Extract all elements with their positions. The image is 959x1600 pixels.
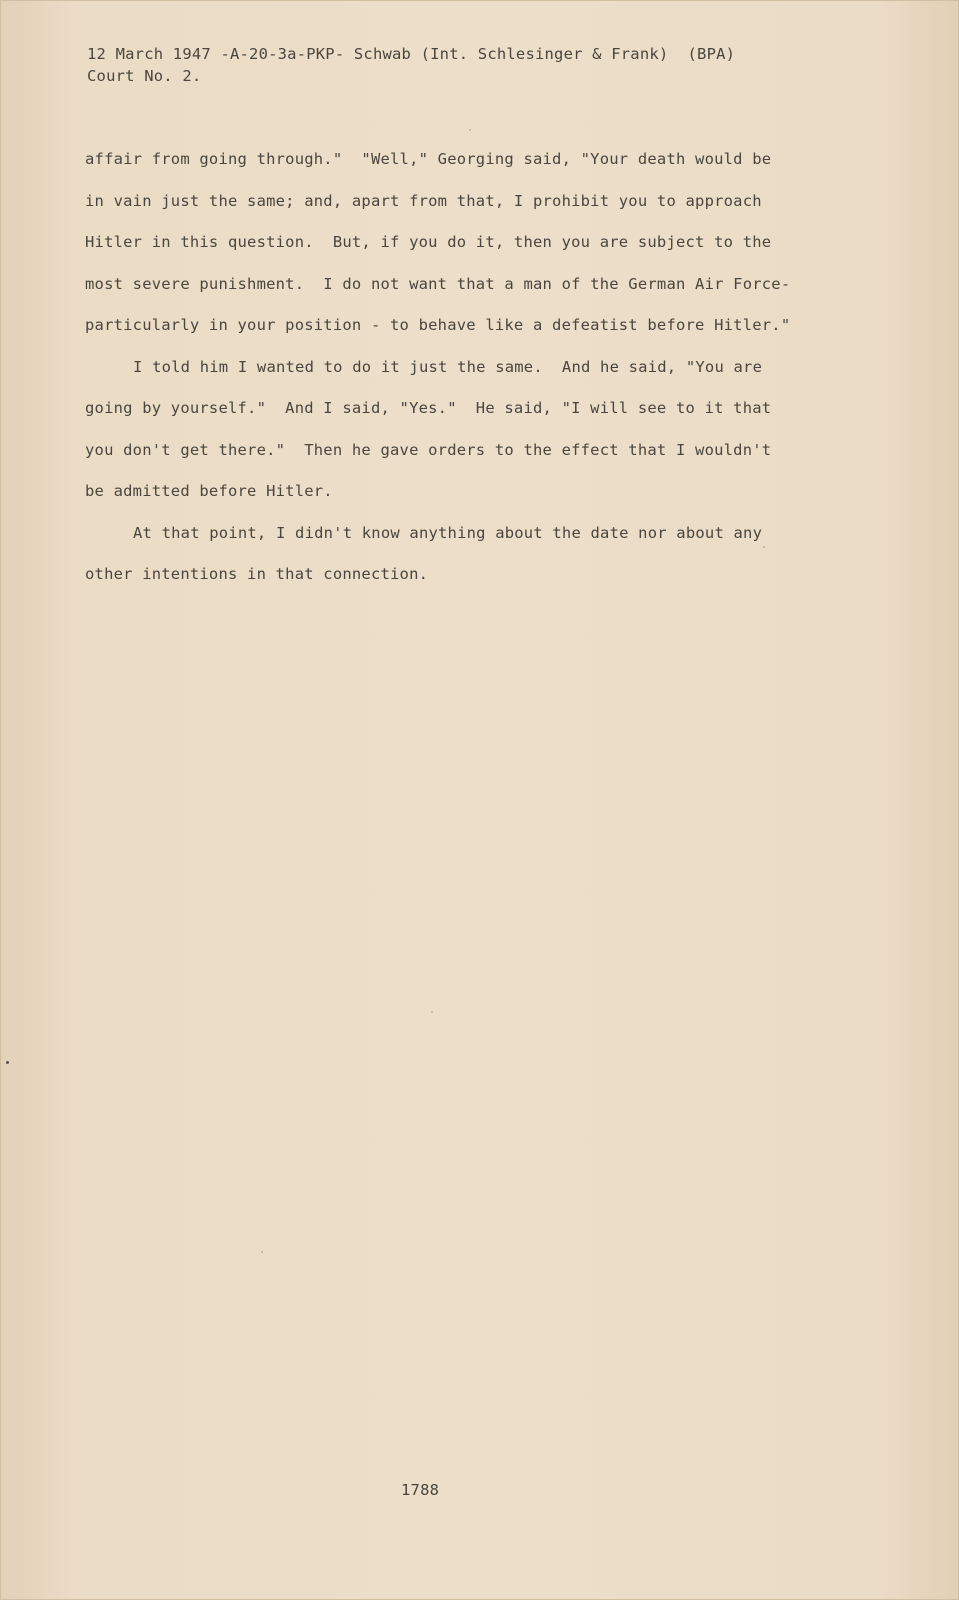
text-line: in vain just the same; and, apart from that, I prohibit you to approach <box>85 191 762 210</box>
document-header <box>87 43 735 87</box>
header-court-line: Court No. 2. <box>87 67 202 85</box>
text-line: you don't get there." Then he gave orders to the effect that I wouldn't <box>85 440 772 459</box>
text-line: particularly in your position - to behave like a defeatist before Hitler." <box>85 316 791 334</box>
text-line: be admitted before Hitler. <box>85 482 333 500</box>
text-line: going by yourself." And I said, "Yes." He said, "I will see to it that <box>85 399 772 417</box>
paper-speck <box>469 129 471 131</box>
paper-speck <box>431 1011 433 1013</box>
header-reference-line: 12 March 1947 -A-20-3a-PKP- Schwab (Int. Schlesinger & Frank) (BPA) <box>87 45 736 63</box>
paper-speck <box>261 1251 263 1253</box>
text-line: affair from going through." "Well," Georging said, "Your death would be <box>85 150 772 168</box>
paragraph-start-line: At that point, I didn't know anything about the date nor about any <box>133 523 763 542</box>
paragraph-start-line: I told him I wanted to do it just the same. And he said, "You are <box>133 357 763 376</box>
text-line: other intentions in that connection. <box>85 565 429 583</box>
document-body <box>85 144 845 601</box>
paper-speck <box>6 1061 9 1064</box>
text-line: most severe punishment. I do not want that a man of the German Air Force- <box>85 274 791 293</box>
text-line: Hitler in this question. But, if you do it, then you are subject to the <box>85 233 772 251</box>
page-number: 1788 <box>401 1481 440 1499</box>
